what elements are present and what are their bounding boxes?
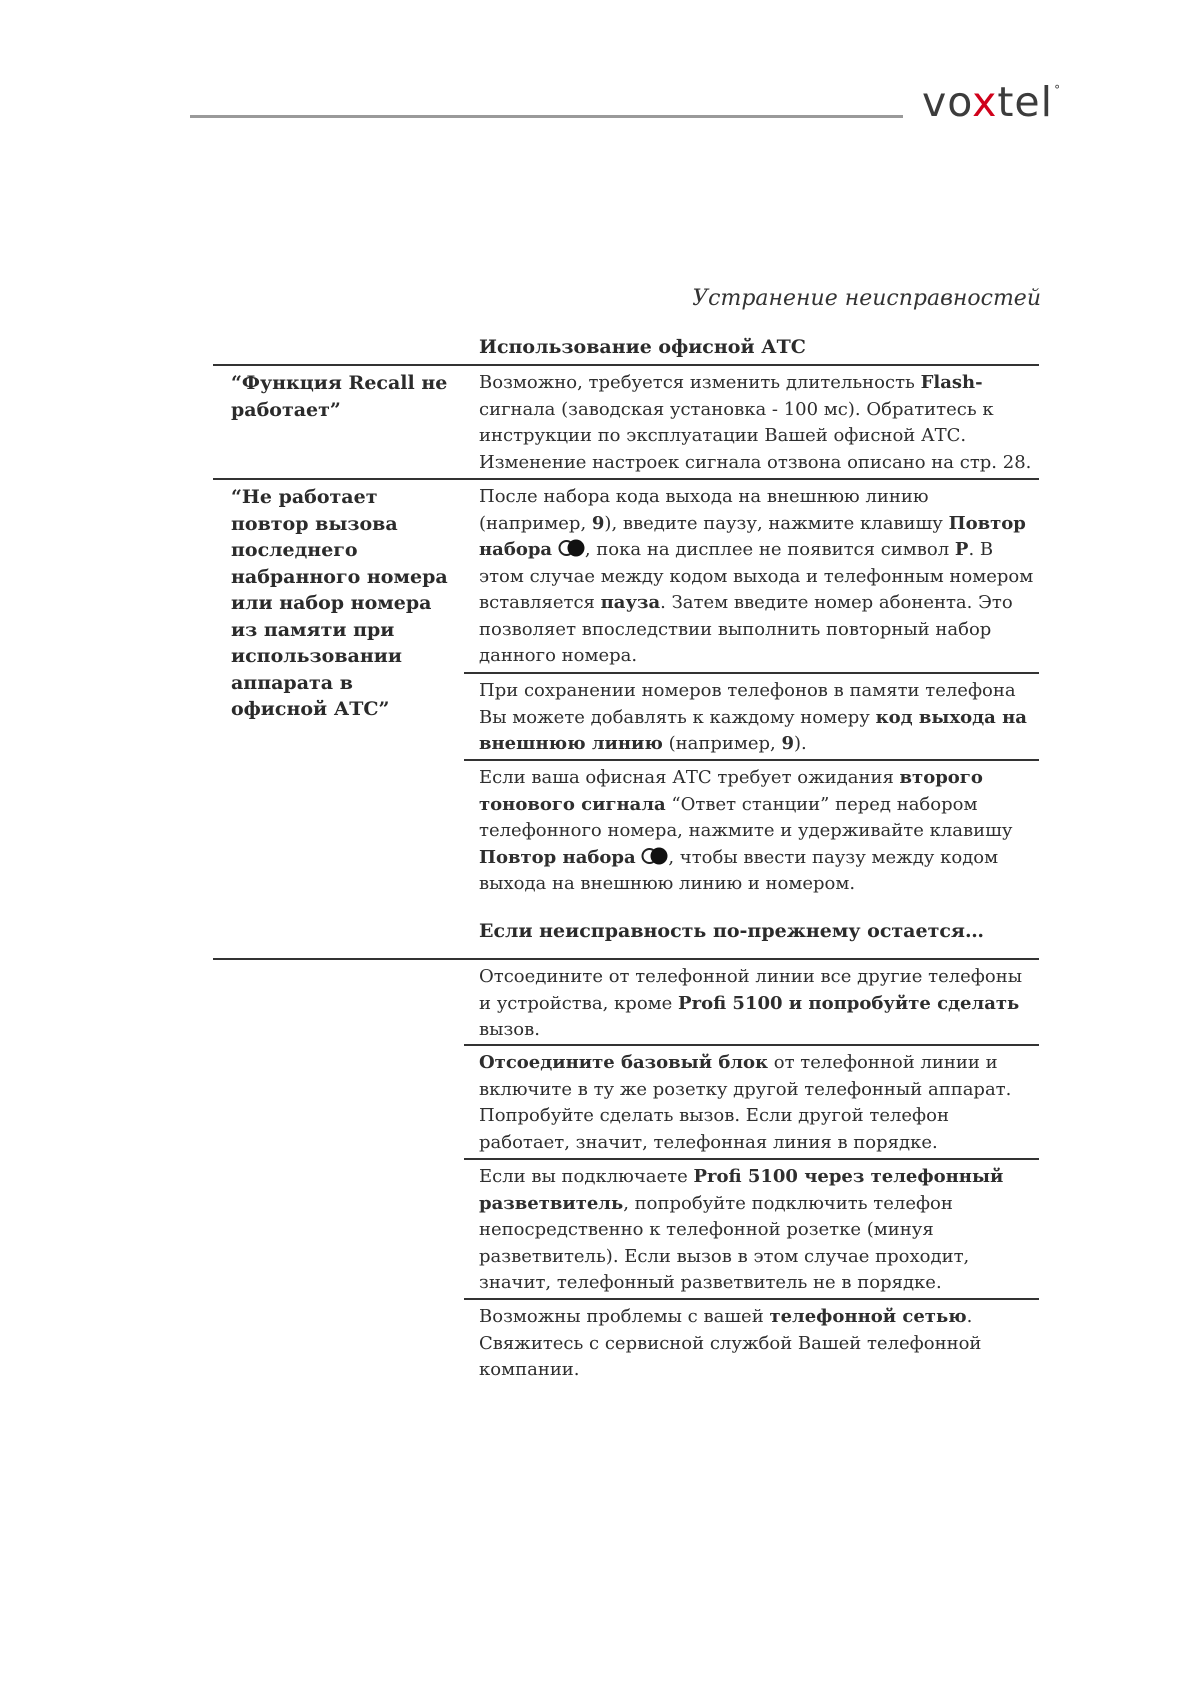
persisting-heading: Если неисправность по-прежнему остается… xyxy=(479,920,984,942)
persisting-item-disconnect-devices: Отсоедините от телефонной линии все другие телефоны и устройства, кроме Profi 5100 и попробуйте сделать вызов. xyxy=(479,966,1023,1040)
divider xyxy=(464,759,1039,761)
redial-problem-label: “Не работает повтор вызова последнего набранного номера или набор номера из памяти при использовании аппарата в офисной АТС” xyxy=(231,486,448,720)
persisting-item-network: Возможны проблемы с вашей телефонной сетью. Свяжитесь с сервисной службой Вашей телефонной компании. xyxy=(479,1306,982,1380)
redial-solution-access-code: При сохранении номеров телефонов в памяти телефона Вы можете добавлять к каждому номеру код выхода на внешнюю линию (например, 9). xyxy=(479,680,1027,754)
header-rule xyxy=(190,115,903,118)
redial-solution-second-tone: Если ваша офисная АТС требует ожидания второго тонового сигнала “Ответ станции” перед набором телефонного номера, нажмите и удерживайте клавишу Повтор набора , чтобы ввести паузу между кодом выхода на внешнюю линию и номером. xyxy=(479,767,1013,894)
redial-key-icon xyxy=(641,846,668,866)
office-pbx-heading: Использование офисной АТС xyxy=(479,336,806,358)
redial-key-icon xyxy=(558,538,585,558)
persisting-item-splitter: Если вы подключаете Profi 5100 через телефонный разветвитель, попробуйте подключить телефон непосредственно к телефонной розетке (минуя разветвитель). Если вызов в этом случае проходит, значит, телефонный разветвитель не в порядке. xyxy=(479,1166,1004,1293)
persisting-item-disconnect-base: Отсоедините базовый блок от телефонной линии и включите в ту же розетку другой телефонный аппарат. Попробуйте сделать вызов. Если другой телефон работает, значит, телефонная линия в порядке. xyxy=(479,1052,1012,1153)
divider xyxy=(213,478,1039,480)
recall-problem-label: “Функция Recall не работает” xyxy=(231,372,448,421)
redial-solution-pause: После набора кода выхода на внешнюю линию (например, 9), введите паузу, нажмите клавишу Повтор набора , пока на дисплее не появится символ P. В этом случае между кодом выхода и телефонным номером вставляется пауза. Затем введите номер абонента. Это позволяет впоследствии выполнить повторный набор данного номера. xyxy=(479,486,1034,666)
section-title: Устранение неисправностей xyxy=(692,286,1041,311)
divider xyxy=(213,958,1039,960)
divider xyxy=(213,364,1039,366)
recall-solution: Возможно, требуется изменить длительность Flash- сигнала (заводская установка - 100 мс). Обратитесь к инструкции по эксплуатации Вашей офисной АТС. Изменение настроек сигнала отзвона описано на стр. 28. xyxy=(479,372,1032,473)
divider xyxy=(464,1044,1039,1046)
voxtel-logo: voxtel° xyxy=(922,78,1062,126)
divider xyxy=(464,672,1039,674)
divider xyxy=(464,1298,1039,1300)
divider xyxy=(464,1158,1039,1160)
